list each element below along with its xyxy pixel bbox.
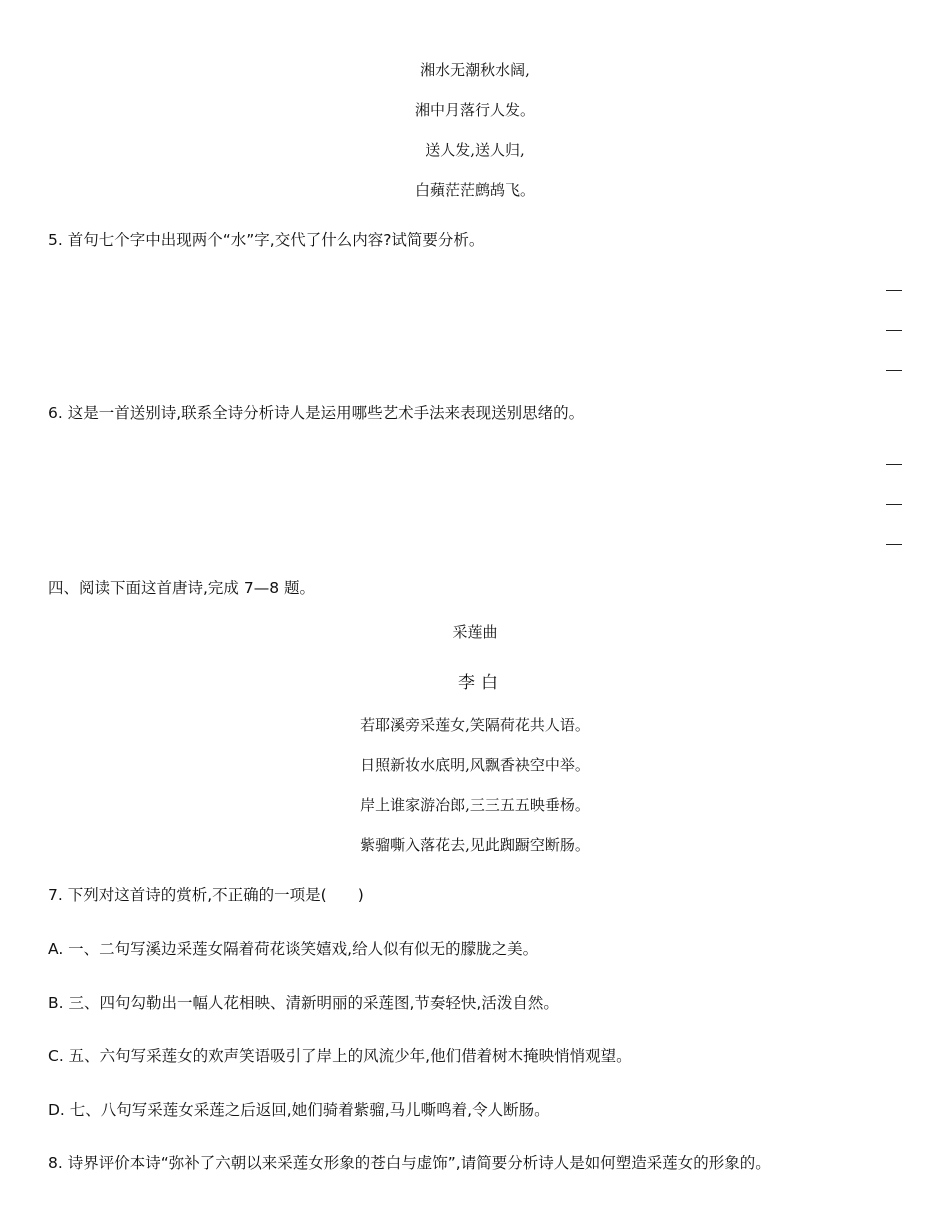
option-c: C. 五、六句写采莲女的欢声笑语吸引了岸上的风流少年,他们借着树木掩映悄悄观望。 [48, 1047, 632, 1065]
poem2-line-1: 若耶溪旁采莲女,笑隔荷花共人语。 [360, 716, 590, 734]
option-a: A. 一、二句写溪边采莲女隔着荷花谈笑嬉戏,给人似有似无的朦胧之美。 [48, 940, 539, 958]
answer-line [886, 464, 902, 465]
poem1-line-4: 白蘋茫茫鹧鸪飞。 [414, 181, 535, 199]
answer-line [886, 290, 902, 291]
question-7: 7. 下列对这首诗的赏析,不正确的一项是( ) [48, 886, 364, 904]
question-5: 5. 首句七个字中出现两个“水”字,交代了什么内容?试简要分析。 [48, 231, 485, 249]
answer-line [886, 504, 902, 505]
poem1-line-1: 湘水无潮秋水阔, [420, 61, 530, 79]
option-d: D. 七、八句写采莲女采莲之后返回,她们骑着紫骝,马儿嘶鸣着,令人断肠。 [48, 1101, 550, 1119]
poem1-line-3: 送人发,送人归, [425, 141, 525, 159]
option-b: B. 三、四句勾勒出一幅人花相映、清新明丽的采莲图,节奏轻快,活泼自然。 [48, 994, 559, 1012]
poem2-line-2: 日照新妆水底明,风飘香袂空中举。 [360, 756, 590, 774]
section-4-heading: 四、阅读下面这首唐诗,完成 7—8 题。 [48, 579, 316, 597]
question-8: 8. 诗界评价本诗“弥补了六朝以来采莲女形象的苍白与虚饰”,请简要分析诗人是如何塑造采莲女的形象的。 [48, 1154, 771, 1172]
question-6: 6. 这是一首送别诗,联系全诗分析诗人是运用哪些艺术手法来表现送别思绪的。 [48, 404, 585, 422]
poem2-line-4: 紫骝嘶入落花去,见此踟蹰空断肠。 [360, 836, 590, 854]
poem2-author: 李白 [458, 673, 504, 693]
answer-line [886, 330, 902, 331]
answer-line [886, 544, 902, 545]
poem2-title: 采莲曲 [452, 623, 498, 641]
poem2-line-3: 岸上谁家游冶郎,三三五五映垂杨。 [360, 796, 590, 814]
answer-line [886, 370, 902, 371]
poem1-line-2: 湘中月落行人发。 [414, 101, 535, 119]
